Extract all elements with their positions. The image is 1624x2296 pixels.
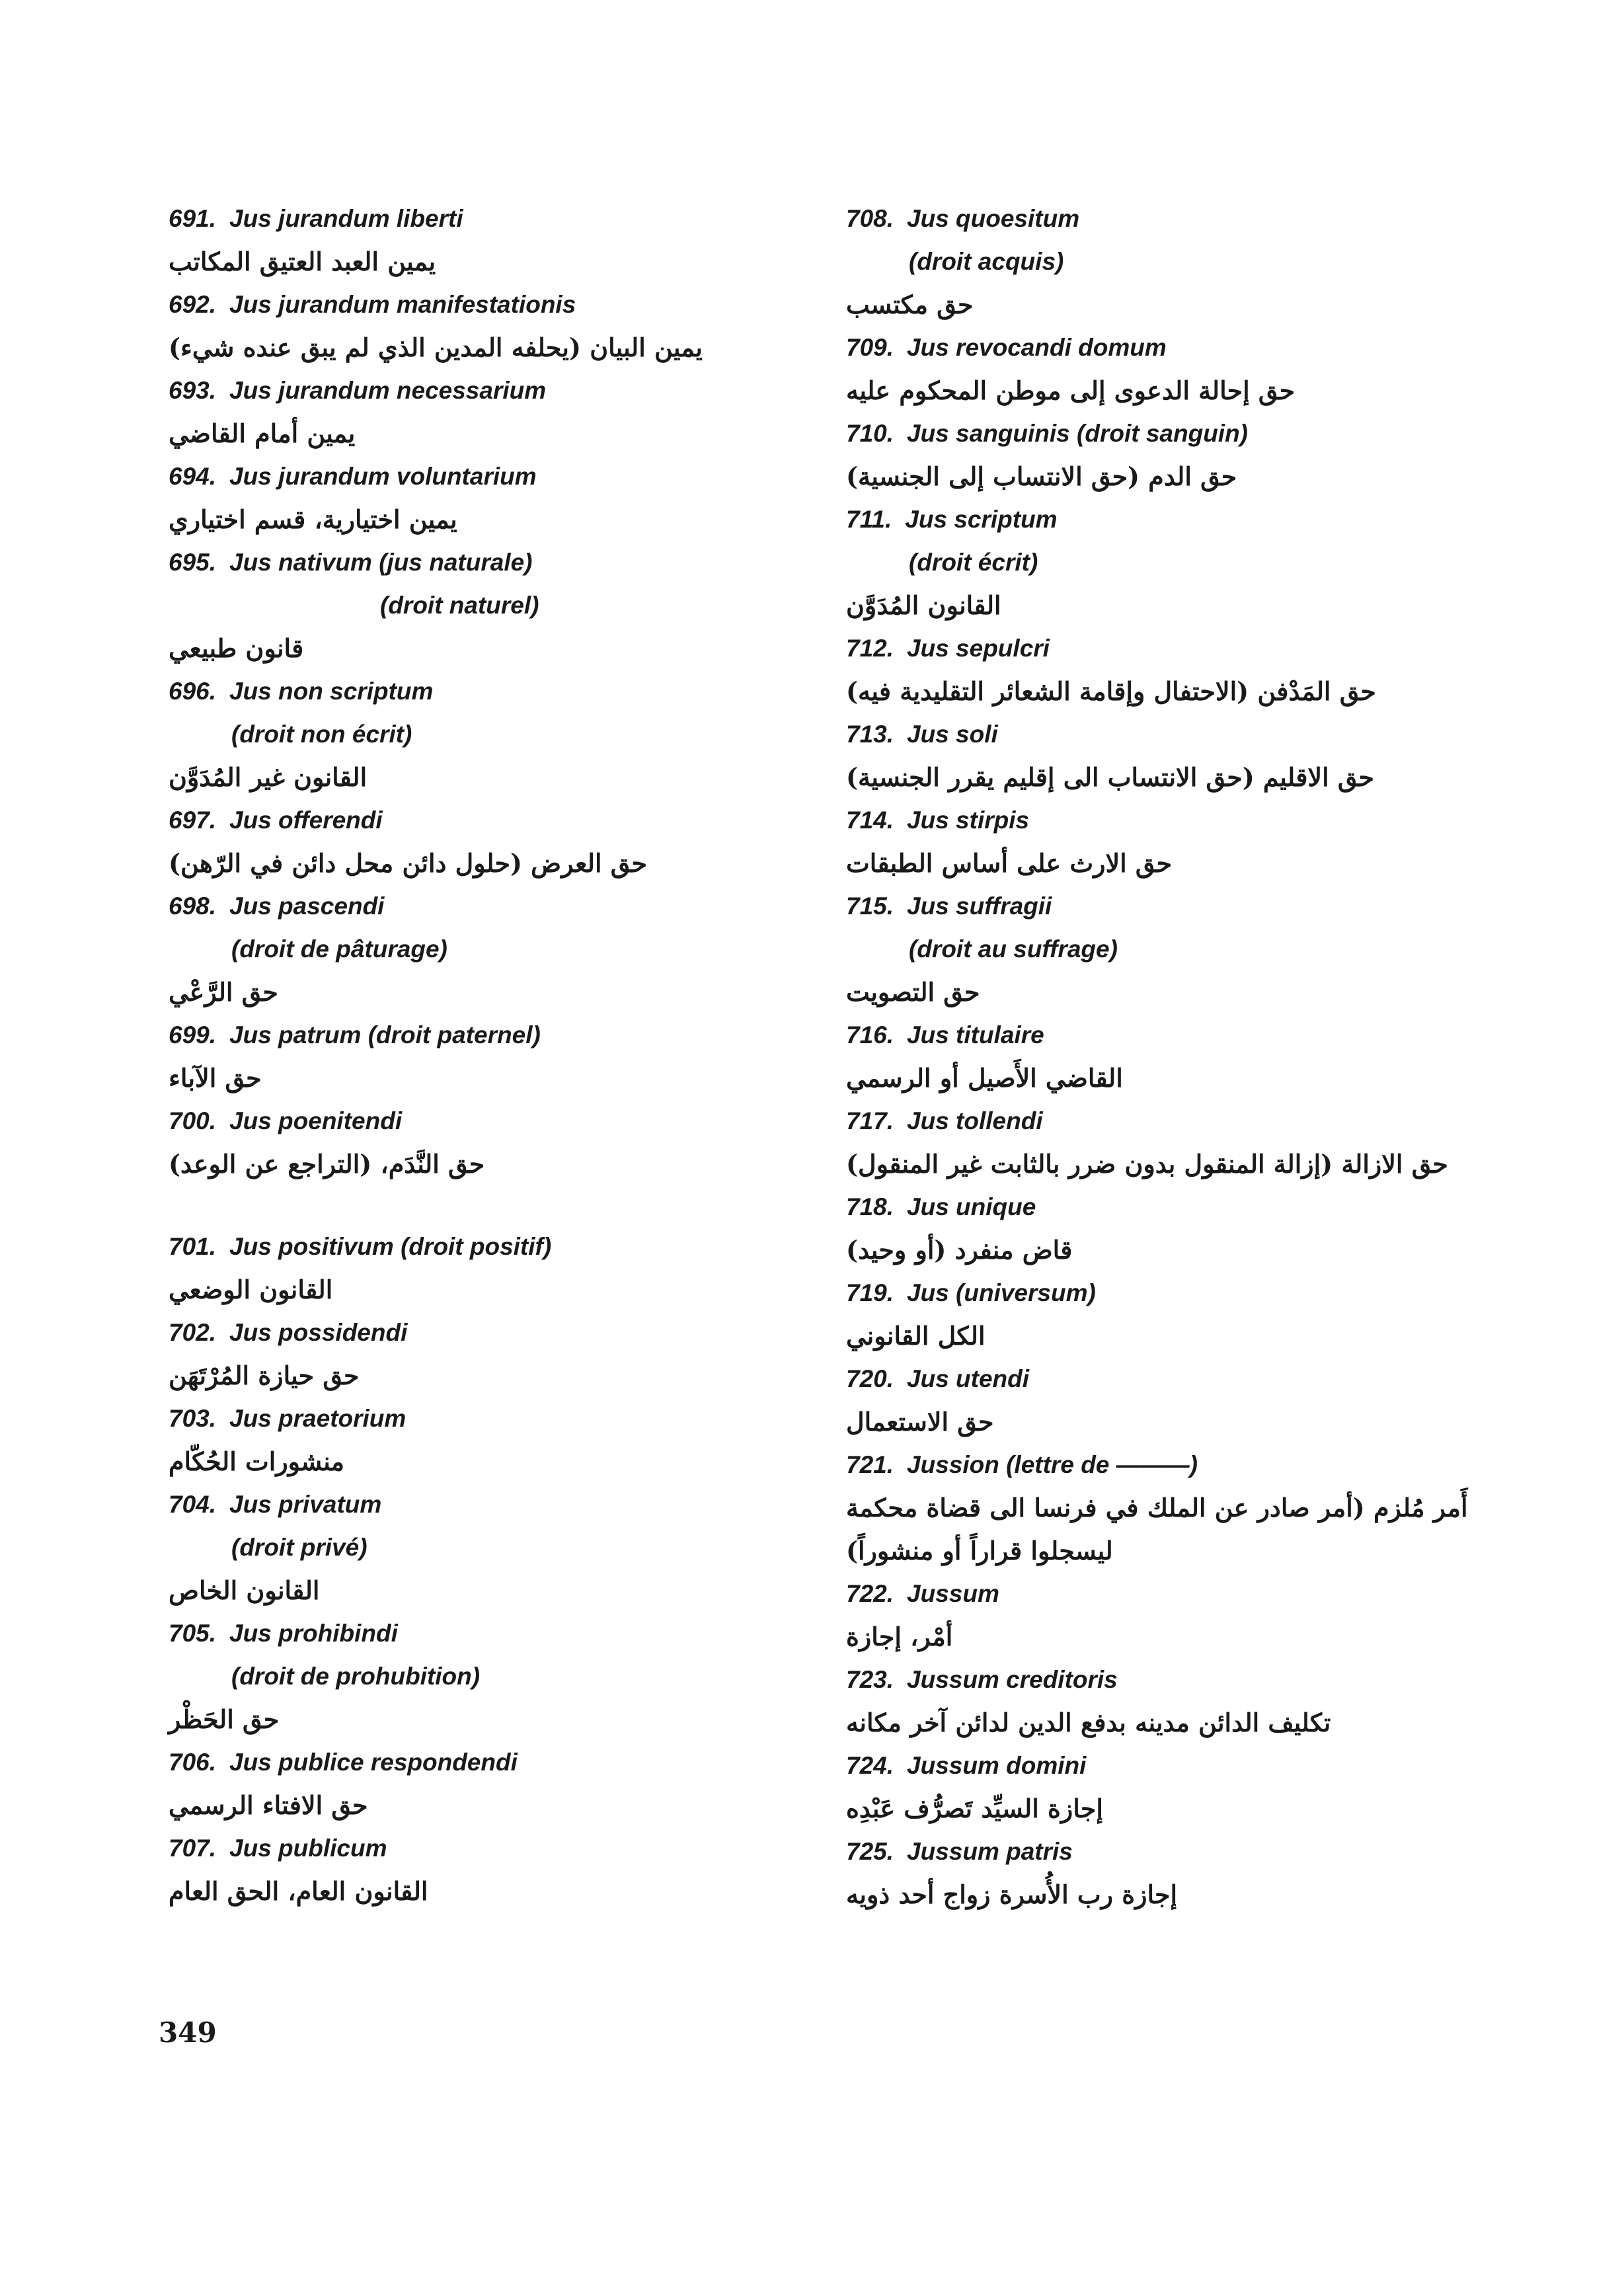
- latin-term: Jus sepulcri: [907, 635, 1050, 662]
- entry-number: 719.: [846, 1279, 894, 1306]
- french-equivalent-line: [846, 240, 1467, 283]
- entry-term-line: [846, 885, 1467, 928]
- latin-term: Jus prohibindi: [229, 1620, 398, 1647]
- entry-term-line: [846, 412, 1467, 455]
- latin-term: Jus (universum): [907, 1279, 1096, 1306]
- arabic-translation: قانون طبيعي: [169, 633, 304, 663]
- entry-number: 704.: [169, 1491, 217, 1518]
- arabic-translation: حق الاقليم (حق الانتساب الى إقليم يقرر الجنسية): [846, 762, 1375, 792]
- arabic-translation-line: [169, 1354, 787, 1397]
- entry-term-line: [169, 369, 787, 412]
- arabic-translation: منشورات الحُكّام: [169, 1446, 345, 1476]
- latin-term: Jussum domini: [907, 1752, 1087, 1779]
- arabic-translation-line: [846, 970, 1467, 1013]
- entry-term-line: [169, 1225, 787, 1268]
- entry-number: 721.: [846, 1451, 894, 1478]
- arabic-translation-line: [846, 1400, 1467, 1443]
- entry-term-line: [846, 1830, 1467, 1873]
- arabic-translation: حق التصويت: [846, 976, 980, 1007]
- arabic-translation-line: [846, 1615, 1467, 1658]
- entry-number: 709.: [846, 334, 894, 361]
- arabic-translation-line: [169, 240, 787, 283]
- arabic-translation-line: [169, 970, 787, 1013]
- arabic-translation: القانون الوضعي: [169, 1274, 333, 1304]
- arabic-translation-line: [846, 455, 1467, 498]
- arabic-translation: أمْر، إجازة: [846, 1621, 953, 1651]
- arabic-translation: حق الافتاء الرسمي: [169, 1790, 368, 1820]
- arabic-translation-line: [846, 756, 1467, 799]
- entry-number: 705.: [169, 1620, 217, 1647]
- entry-term-line: [846, 197, 1467, 240]
- arabic-translation-line: [169, 498, 787, 541]
- french-equivalent-line: [169, 1655, 787, 1698]
- latin-term: Jus publicum: [229, 1835, 387, 1862]
- entry-spacer: [169, 1185, 787, 1225]
- arabic-translation: ليسجلوا قراراً أو منشوراً): [846, 1535, 1113, 1565]
- entry-number: 708.: [846, 205, 894, 232]
- entry-term-line: [846, 1099, 1467, 1142]
- entry-term-line: [846, 1572, 1467, 1615]
- arabic-translation: حق النَّدَم، (التراجع عن الوعد): [169, 1148, 485, 1179]
- french-equivalent: (droit naturel): [380, 592, 539, 619]
- entry-term-line: [846, 1658, 1467, 1701]
- latin-term: Jus jurandum voluntarium: [229, 463, 537, 490]
- entry-number: 701.: [169, 1233, 217, 1260]
- latin-term: Jus utendi: [907, 1365, 1030, 1392]
- left-column: [169, 197, 787, 1913]
- latin-term: Jus jurandum necessarium: [229, 377, 547, 404]
- arabic-translation: حق المَدْفن (الاحتفال وإقامة الشعائر التقليدية فيه): [846, 676, 1376, 706]
- entry-number: 703.: [169, 1405, 217, 1432]
- latin-term: Jus scriptum: [905, 506, 1058, 533]
- french-equivalent-line: [169, 1526, 787, 1569]
- arabic-translation-line: [169, 627, 787, 670]
- latin-term: Jus offerendi: [229, 807, 383, 834]
- french-equivalent: (droit privé): [231, 1534, 367, 1561]
- entry-number: 706.: [169, 1749, 217, 1776]
- entry-term-line: [169, 1483, 787, 1526]
- entry-term-line: [846, 1744, 1467, 1787]
- arabic-translation-line: [846, 1873, 1467, 1916]
- entry-number: 724.: [846, 1752, 894, 1779]
- latin-term: Jus suffragii: [907, 892, 1052, 920]
- entry-number: 715.: [846, 892, 894, 920]
- latin-term: Jussum creditoris: [907, 1666, 1118, 1693]
- entry-number: 692.: [169, 291, 217, 318]
- entry-term-line: [169, 1827, 787, 1870]
- entry-number: 723.: [846, 1666, 894, 1693]
- arabic-translation-line: [846, 842, 1467, 885]
- arabic-translation-line: [169, 842, 787, 885]
- arabic-translation: يمين البيان (يحلفه المدين الذي لم يبق عنده شيء): [169, 332, 703, 362]
- latin-term: Jus non scriptum: [229, 678, 434, 705]
- arabic-translation: القانون غير المُدَوَّن: [169, 762, 367, 792]
- entry-term-line: [169, 1397, 787, 1440]
- arabic-translation: القانون المُدَوَّن: [846, 590, 1001, 620]
- french-equivalent-line: [169, 584, 787, 627]
- arabic-translation: إجازة رب الأُسرة زواج أحد ذويه: [846, 1879, 1178, 1909]
- arabic-translation-line: [169, 1698, 787, 1741]
- arabic-translation-line: [169, 1142, 787, 1185]
- latin-term: Jussum patris: [907, 1838, 1073, 1865]
- entry-number: 694.: [169, 463, 217, 490]
- entry-term-line: [846, 498, 1467, 541]
- entry-term-line: [846, 627, 1467, 670]
- entry-term-line: [846, 1357, 1467, 1400]
- entry-number: 707.: [169, 1835, 217, 1862]
- french-equivalent-line: [169, 928, 787, 970]
- arabic-translation: حق مكتسب: [846, 289, 974, 319]
- entry-term-line: [169, 541, 787, 584]
- french-equivalent: (droit écrit): [909, 549, 1038, 576]
- arabic-translation-line: [846, 1228, 1467, 1271]
- entry-number: 716.: [846, 1021, 894, 1049]
- arabic-translation-line: [846, 1314, 1467, 1357]
- arabic-translation: حق الآباء: [169, 1062, 262, 1093]
- arabic-translation: حق حيازة المُرْتَهَن: [169, 1360, 360, 1390]
- latin-term: Jus unique: [907, 1193, 1036, 1220]
- arabic-translation: حق الازالة (إزالة المنقول بدون ضرر بالثابت غير المنقول): [846, 1148, 1448, 1179]
- arabic-translation-line: [846, 283, 1467, 326]
- arabic-translation: الكل القانوني: [846, 1320, 986, 1351]
- latin-term: Jus quoesitum: [907, 205, 1080, 232]
- entry-number: 695.: [169, 549, 217, 576]
- entry-term-line: [169, 1099, 787, 1142]
- entry-term-line: [169, 283, 787, 326]
- entry-term-line: [846, 1443, 1467, 1486]
- french-equivalent: (droit de prohubition): [231, 1663, 481, 1690]
- latin-term: Jus nativum (jus naturale): [229, 549, 533, 576]
- arabic-translation-line: [169, 1870, 787, 1913]
- latin-term: Jus positivum (droit positif): [229, 1233, 552, 1260]
- arabic-translation: إجازة السيِّد تَصرُّف عَبْدِه: [846, 1793, 1103, 1823]
- arabic-translation: حق الدم (حق الانتساب إلى الجنسية): [846, 461, 1237, 491]
- arabic-translation: حق الرَّعْي: [169, 976, 278, 1007]
- latin-term: Jus poenitendi: [229, 1107, 403, 1134]
- arabic-translation-line: [169, 756, 787, 799]
- arabic-translation: حق العرض (حلول دائن محل دائن في الرّهن): [169, 848, 647, 878]
- entry-number: 712.: [846, 635, 894, 662]
- entry-number: 700.: [169, 1107, 217, 1134]
- entry-term-line: [846, 1185, 1467, 1228]
- entry-number: 717.: [846, 1107, 894, 1134]
- entry-term-line: [169, 1612, 787, 1655]
- entry-number: 718.: [846, 1193, 894, 1220]
- entry-number: 697.: [169, 807, 217, 834]
- latin-term: Jus jurandum liberti: [229, 205, 463, 232]
- latin-term: Jussum: [907, 1580, 999, 1607]
- latin-term: Jus possidendi: [229, 1319, 408, 1346]
- latin-term: Jussion (lettre de ———): [907, 1451, 1198, 1478]
- arabic-translation-line: [169, 1784, 787, 1827]
- arabic-translation: حق الحَظْر: [169, 1704, 280, 1734]
- entry-number: 725.: [846, 1838, 894, 1865]
- entry-term-line: [169, 455, 787, 498]
- entry-term-line: [169, 1311, 787, 1354]
- french-equivalent: (droit de pâturage): [231, 935, 447, 963]
- arabic-translation-line: [169, 1268, 787, 1311]
- latin-term: Jus pascendi: [229, 892, 385, 920]
- arabic-translation-line: [846, 1142, 1467, 1185]
- entry-term-line: [846, 326, 1467, 369]
- arabic-translation-line: [846, 1529, 1467, 1572]
- latin-term: Jus jurandum manifestationis: [229, 291, 576, 318]
- arabic-translation: أَمر مُلزم (أمر صادر عن الملك في فرنسا الى قضاة محكمة: [846, 1492, 1468, 1523]
- page-number: 349: [159, 2016, 217, 2049]
- arabic-translation-line: [846, 1787, 1467, 1830]
- latin-term: Jus stirpis: [907, 807, 1030, 834]
- entry-number: 691.: [169, 205, 217, 232]
- arabic-translation: القانون العام، الحق العام: [169, 1876, 428, 1906]
- arabic-translation: القاضي الأَصيل أو الرسمي: [846, 1062, 1123, 1093]
- entry-term-line: [169, 197, 787, 240]
- latin-term: Jus tollendi: [907, 1107, 1043, 1134]
- entry-term-line: [846, 799, 1467, 842]
- entry-number: 713.: [846, 721, 894, 748]
- right-column: [846, 197, 1467, 1916]
- arabic-translation: القانون الخاص: [169, 1575, 320, 1605]
- entry-number: 693.: [169, 377, 217, 404]
- french-equivalent-line: [846, 541, 1467, 584]
- arabic-translation: يمين أمام القاضي: [169, 418, 356, 448]
- entry-number: 714.: [846, 807, 894, 834]
- latin-term: Jus publice respondendi: [229, 1749, 518, 1776]
- arabic-translation: حق الاستعمال: [846, 1406, 994, 1437]
- arabic-translation: يمين اختيارية، قسم اختياري: [169, 504, 457, 534]
- entry-term-line: [169, 670, 787, 713]
- latin-term: Jus praetorium: [229, 1405, 406, 1432]
- entry-number: 696.: [169, 678, 217, 705]
- latin-term: Jus titulaire: [907, 1021, 1044, 1049]
- latin-term: Jus privatum: [229, 1491, 382, 1518]
- entry-term-line: [169, 799, 787, 842]
- arabic-translation-line: [846, 1486, 1467, 1529]
- latin-term: Jus sanguinis (droit sanguin): [907, 420, 1248, 447]
- arabic-translation: حق الارث على أساس الطبقات: [846, 848, 1173, 878]
- arabic-translation-line: [169, 326, 787, 369]
- entry-term-line: [846, 713, 1467, 756]
- entry-term-line: [169, 885, 787, 928]
- arabic-translation-line: [846, 369, 1467, 412]
- entry-term-line: [169, 1013, 787, 1056]
- french-equivalent: (droit au suffrage): [909, 935, 1118, 963]
- latin-term: Jus patrum (droit paternel): [229, 1021, 541, 1049]
- latin-term: Jus revocandi domum: [907, 334, 1167, 361]
- arabic-translation-line: [169, 1440, 787, 1483]
- entry-number: 698.: [169, 892, 217, 920]
- entry-number: 699.: [169, 1021, 217, 1049]
- entry-number: 710.: [846, 420, 894, 447]
- entry-number: 711.: [846, 506, 892, 533]
- entry-term-line: [846, 1271, 1467, 1314]
- arabic-translation-line: [846, 1056, 1467, 1099]
- arabic-translation: تكليف الدائن مدينه بدفع الدين لدائن آخر مكانه: [846, 1707, 1331, 1737]
- french-equivalent: (droit non écrit): [231, 721, 412, 748]
- arabic-translation-line: [846, 584, 1467, 627]
- entry-term-line: [169, 1741, 787, 1784]
- entry-number: 722.: [846, 1580, 894, 1607]
- arabic-translation-line: [169, 412, 787, 455]
- arabic-translation-line: [846, 670, 1467, 713]
- arabic-translation: قاض منفرد (أو وحيد): [846, 1234, 1073, 1265]
- arabic-translation-line: [169, 1569, 787, 1612]
- latin-term: Jus soli: [907, 721, 998, 748]
- arabic-translation-line: [169, 1056, 787, 1099]
- french-equivalent-line: [169, 713, 787, 756]
- arabic-translation-line: [846, 1701, 1467, 1744]
- entry-term-line: [846, 1013, 1467, 1056]
- arabic-translation: يمين العبد العتيق المكاتب: [169, 246, 436, 276]
- entry-number: 720.: [846, 1365, 894, 1392]
- entry-number: 702.: [169, 1319, 217, 1346]
- french-equivalent: (droit acquis): [909, 248, 1064, 275]
- french-equivalent-line: [846, 928, 1467, 970]
- arabic-translation: حق إحالة الدعوى إلى موطن المحكوم عليه: [846, 375, 1295, 405]
